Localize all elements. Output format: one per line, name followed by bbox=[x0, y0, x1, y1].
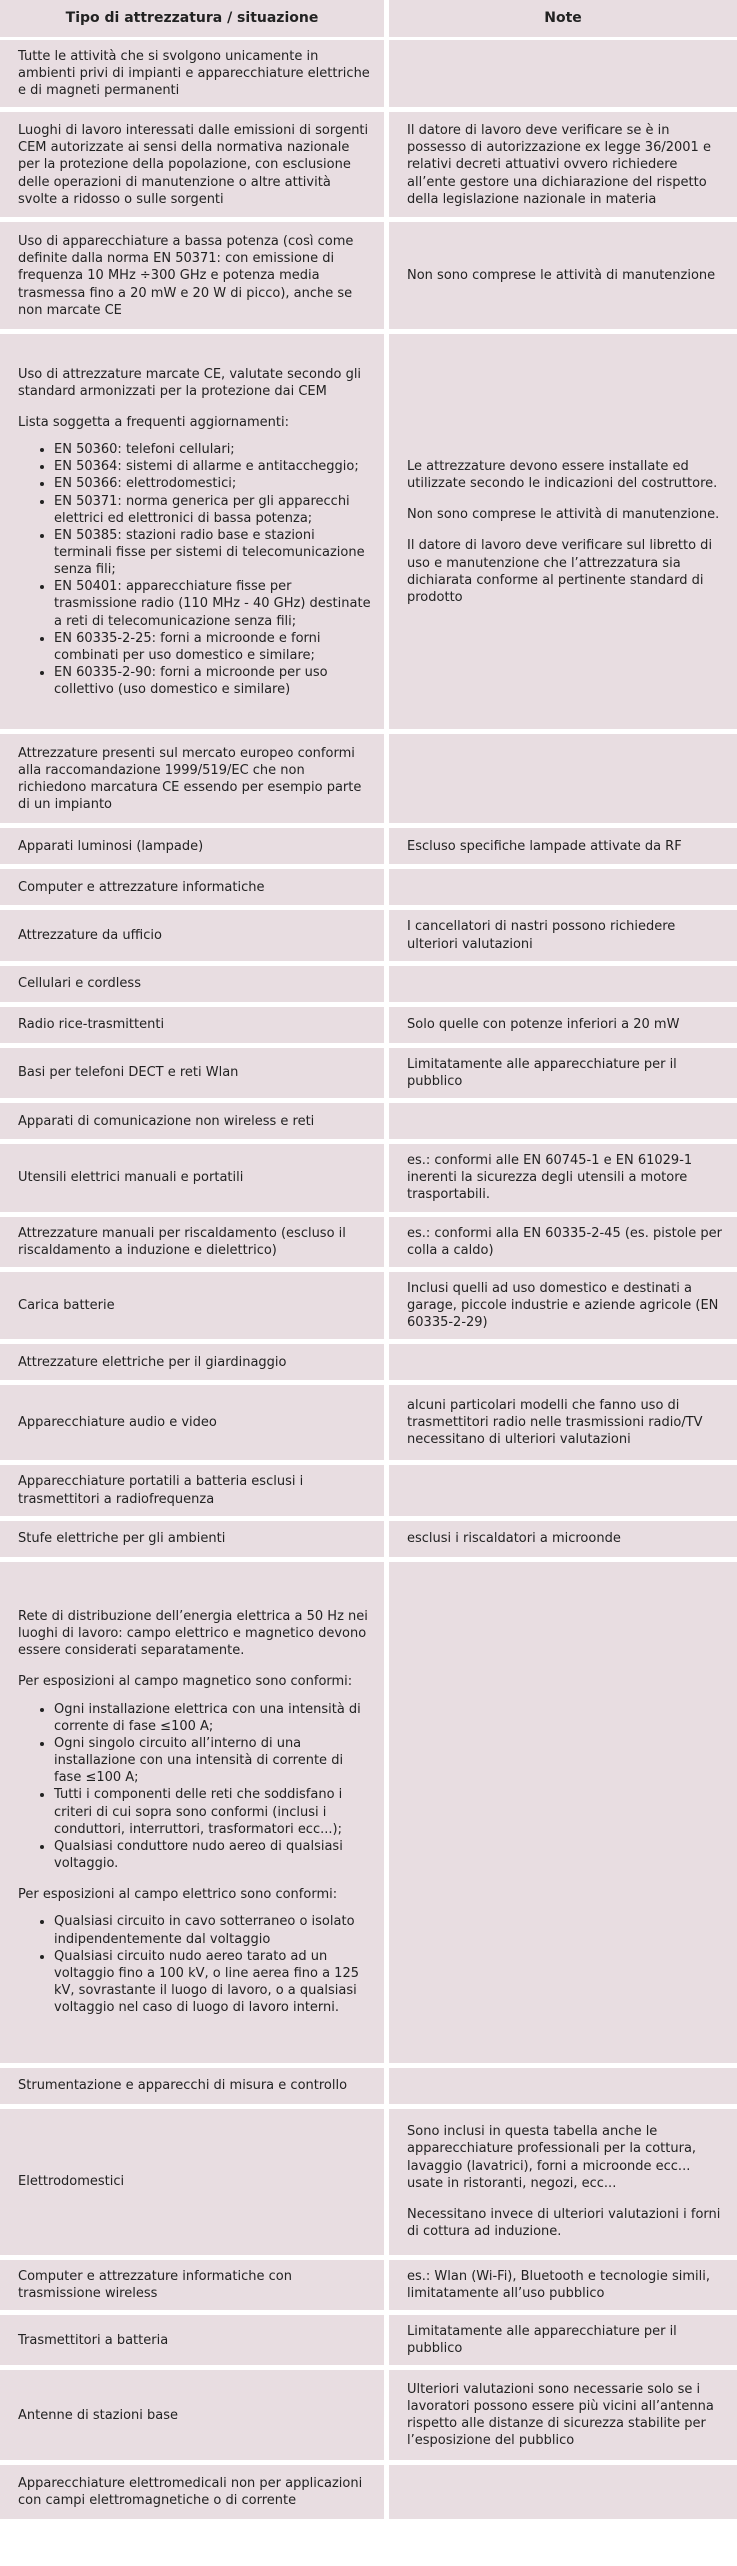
equipment-cell bbox=[0, 40, 389, 112]
table-row bbox=[0, 2370, 737, 2465]
list-item: • EN 50371: norma generica per gli apparecchi elettrici ed elettronici di bassa potenza; bbox=[54, 493, 371, 527]
cell-paragraph: es.: conformi alla EN 60335-2-45 (es. pistole per colla a caldo) bbox=[407, 1225, 722, 1258]
equipment-cell bbox=[0, 1344, 389, 1385]
list-item: • EN 50366: elettrodomestici; bbox=[54, 475, 371, 492]
list-item: • Qualsiasi conduttore nudo aereo di qualsiasi voltaggio. bbox=[54, 1838, 371, 1872]
cell-paragraph: Tutte le attività che si svolgono unicamente in ambienti privi di impianti e apparecchiature elettriche e di magneti permanenti bbox=[18, 49, 370, 99]
notes-cell bbox=[389, 1144, 737, 1216]
cell-paragraph: Utensili elettrici manuali e portatili bbox=[18, 1170, 244, 1186]
notes-cell bbox=[389, 334, 737, 734]
table-row bbox=[0, 1465, 737, 1520]
cell-paragraph: Luoghi di lavoro interessati dalle emissioni di sorgenti CEM autorizzate ai sensi della normativa nazionale per la protezione della popolazione, con esclusione delle operazioni di manutenzione o altre attività svolte a ridosso o sulle sorgenti bbox=[18, 123, 369, 207]
equipment-cell bbox=[0, 828, 389, 869]
table-body bbox=[0, 40, 737, 2524]
equipment-cell bbox=[0, 910, 389, 965]
equipment-cell bbox=[0, 1217, 389, 1272]
list-item: • EN 50401: apparecchiature fisse per trasmissione radio (110 MHz - 40 GHz) destinate a reti di telecomunicazione senza fili; bbox=[54, 578, 371, 629]
cell-paragraph: Apparecchiature audio e video bbox=[18, 1415, 217, 1431]
notes-cell bbox=[389, 2315, 737, 2370]
cell-paragraph: Strumentazione e apparecchi di misura e controllo bbox=[18, 2078, 348, 2094]
equipment-cell bbox=[0, 1103, 389, 1144]
table-row bbox=[0, 910, 737, 965]
cell-paragraph: Cellulari e cordless bbox=[18, 976, 141, 992]
cell-paragraph: Non sono comprese le attività di manutenzione. bbox=[407, 507, 720, 523]
table-row bbox=[0, 1217, 737, 1272]
cell-paragraph: Solo quelle con potenze inferiori a 20 mW bbox=[407, 1017, 680, 1033]
notes-cell bbox=[389, 966, 737, 1007]
table-row bbox=[0, 112, 737, 222]
table-row bbox=[0, 2109, 737, 2260]
cell-paragraph: Radio rice-trasmittenti bbox=[18, 1017, 165, 1033]
cell-paragraph: Uso di attrezzature marcate CE, valutate secondo gli standard armonizzati per la protezione dai CEM bbox=[18, 366, 362, 399]
equipment-cell bbox=[0, 1272, 389, 1344]
table-row bbox=[0, 1007, 737, 1048]
cell-paragraph: Stufe elettriche per gli ambienti bbox=[18, 1531, 226, 1547]
cell-paragraph: Computer e attrezzature informatiche con trasmissione wireless bbox=[18, 2268, 292, 2301]
cell-paragraph: Trasmettitori a batteria bbox=[18, 2332, 169, 2348]
cell-paragraph: Attrezzature presenti sul mercato europeo conformi alla raccomandazione 1999/519/EC che non richiedono marcatura CE essendo per esempio parte di un impianto bbox=[18, 745, 362, 813]
notes-cell bbox=[389, 1465, 737, 1520]
equipment-cell bbox=[0, 2109, 389, 2260]
equipment-cell bbox=[0, 2465, 389, 2524]
list-item: • Qualsiasi circuito nudo aereo tarato ad un voltaggio fino a 100 kV, o line aerea fino a 125 kV, sovrastante il luogo di lavoro, o a qualsiasi voltaggio nel caso di luogo di lavoro interni. bbox=[54, 1948, 371, 2017]
notes-cell bbox=[389, 1048, 737, 1103]
table-row bbox=[0, 828, 737, 869]
cell-paragraph: Apparati di comunicazione non wireless e reti bbox=[18, 1113, 315, 1129]
notes-cell bbox=[389, 910, 737, 965]
cell-paragraph: Limitatamente alle apparecchiature per il pubblico bbox=[407, 1056, 677, 1089]
table-row bbox=[0, 1344, 737, 1385]
notes-cell bbox=[389, 1217, 737, 1272]
cell-paragraph: Le attrezzature devono essere installate ed utilizzate secondo le indicazioni del costruttore. bbox=[407, 458, 718, 492]
notes-cell bbox=[389, 2260, 737, 2315]
table-row bbox=[0, 1521, 737, 1562]
cell-paragraph: esclusi i riscaldatori a microonde bbox=[407, 1531, 621, 1547]
cell-paragraph: alcuni particolari modelli che fanno uso di trasmettitori radio nelle trasmissioni radio/TV necessitano di ulteriori valutazioni bbox=[407, 1398, 703, 1448]
table-header-row bbox=[0, 0, 737, 40]
equipment-cell bbox=[0, 222, 389, 334]
table-row bbox=[0, 334, 737, 734]
notes-cell bbox=[389, 2465, 737, 2524]
cell-paragraph: es.: conformi alle EN 60745-1 e EN 61029-1 inerenti la sicurezza degli utensili a motore trasportabili. bbox=[407, 1153, 693, 1203]
table-row bbox=[0, 734, 737, 828]
cell-paragraph: Attrezzature elettriche per il giardinaggio bbox=[18, 1354, 287, 1370]
table-row bbox=[0, 1385, 737, 1465]
notes-cell bbox=[389, 1103, 737, 1144]
equipment-cell bbox=[0, 1007, 389, 1048]
notes-cell bbox=[389, 1562, 737, 2068]
bullet-list bbox=[18, 1701, 371, 1873]
notes-cell bbox=[389, 2370, 737, 2465]
table-row bbox=[0, 1272, 737, 1344]
table-row bbox=[0, 1103, 737, 1144]
list-item: • Ogni installazione elettrica con una intensità di corrente di fase ≤100 A; bbox=[54, 1701, 371, 1735]
list-item: • EN 60335-2-90: forni a microonde per uso collettivo (uso domestico e similare) bbox=[54, 664, 371, 698]
equipment-cell bbox=[0, 1385, 389, 1465]
cell-paragraph: Apparecchiature portatili a batteria esclusi i trasmettitori a radiofrequenza bbox=[18, 1474, 304, 1507]
bullet-list bbox=[18, 1913, 371, 2016]
table-row bbox=[0, 222, 737, 334]
cell-paragraph: Uso di apparecchiature a bassa potenza (così come definite dalla norma EN 50371: con emissione di frequenza 10 MHz ÷300 GHz e potenza media trasmessa fino a 20 mW e 20 W di picco), anche se non marcate CE bbox=[18, 234, 354, 318]
cell-paragraph: Il datore di lavoro deve verificare sul libretto di uso e manutenzione che l’attrezzatura sia dichiarata conforme al pertinente standard di prodotto bbox=[407, 538, 713, 605]
cell-paragraph: Per esposizioni al campo magnetico sono conformi: bbox=[18, 1674, 353, 1690]
equipment-cell bbox=[0, 2370, 389, 2465]
list-item: • EN 60335-2-25: forni a microonde e forni combinati per uso domestico e similare; bbox=[54, 630, 371, 664]
cell-paragraph: Apparati luminosi (lampade) bbox=[18, 838, 204, 854]
list-item: • EN 50364: sistemi di allarme e antitaccheggio; bbox=[54, 458, 371, 475]
cell-paragraph: Rete di distribuzione dell’energia elettrica a 50 Hz nei luoghi di lavoro: campo elettrico e magnetico devono essere considerati separatamente. bbox=[18, 1609, 368, 1659]
cell-paragraph: Non sono comprese le attività di manutenzione bbox=[407, 268, 716, 284]
cell-paragraph: Ulteriori valutazioni sono necessarie solo se i lavoratori possono essere più vicini all’antenna rispetto alle distanze di sicurezza stabilite per l’esposizione del pubblico bbox=[407, 2381, 714, 2449]
equipment-cell bbox=[0, 1562, 389, 2068]
equipment-cell bbox=[0, 1048, 389, 1103]
table-row bbox=[0, 966, 737, 1007]
notes-cell bbox=[389, 869, 737, 910]
table-row bbox=[0, 1144, 737, 1216]
equipment-cell bbox=[0, 2315, 389, 2370]
cell-paragraph: Limitatamente alle apparecchiature per il pubblico bbox=[407, 2323, 677, 2357]
notes-cell bbox=[389, 1521, 737, 1562]
table-row bbox=[0, 2315, 737, 2370]
list-item: • Tutti i componenti delle reti che soddisfano i criteri di cui sopra sono conformi (inclusi i conduttori, interruttori, trasformatori ecc...); bbox=[54, 1786, 371, 1837]
cell-paragraph: Attrezzature da ufficio bbox=[18, 928, 162, 944]
equipment-cell bbox=[0, 869, 389, 910]
cell-paragraph: Attrezzature manuali per riscaldamento (escluso il riscaldamento a induzione e dielettrico) bbox=[18, 1225, 346, 1258]
cell-paragraph: Inclusi quelli ad uso domestico e destinati a garage, piccole industrie e aziende agricole (EN 60335-2-29) bbox=[407, 1280, 719, 1331]
notes-cell bbox=[389, 1007, 737, 1048]
cell-paragraph: Per esposizioni al campo elettrico sono conformi: bbox=[18, 1887, 338, 1903]
cell-paragraph: Lista soggetta a frequenti aggiornamenti: bbox=[18, 414, 289, 430]
notes-cell bbox=[389, 828, 737, 869]
table-row bbox=[0, 869, 737, 910]
equipment-cell bbox=[0, 1144, 389, 1216]
table-row bbox=[0, 1562, 737, 2068]
equipment-cell bbox=[0, 2260, 389, 2315]
equipment-cell bbox=[0, 112, 389, 222]
notes-cell bbox=[389, 112, 737, 222]
equipment-cell bbox=[0, 2068, 389, 2109]
notes-cell bbox=[389, 1344, 737, 1385]
column-header-equipment: Tipo di attrezzatura / situazione bbox=[0, 0, 389, 40]
equipment-cell bbox=[0, 334, 389, 734]
cell-paragraph: Necessitano invece di ulteriori valutazioni i forni di cottura ad induzione. bbox=[407, 2206, 721, 2239]
cell-paragraph: Il datore di lavoro deve verificare se è in possesso di autorizzazione ex legge 36/2001 e relativi decreti attuativi ovvero richiedere all’ente gestore una dichiarazione del rispetto della legislazione nazionale in materia bbox=[407, 123, 711, 207]
bullet-list bbox=[18, 441, 371, 698]
cell-paragraph: es.: Wlan (Wi-Fi), Bluetooth e tecnologie simili, limitatamente all’uso pubblico bbox=[407, 2268, 711, 2301]
list-item: • Ogni singolo circuito all’interno di una installazione con una intensità di corrente di fase ≤100 A; bbox=[54, 1735, 371, 1786]
list-item: • EN 50360: telefoni cellulari; bbox=[54, 441, 371, 458]
notes-cell bbox=[389, 40, 737, 112]
notes-cell bbox=[389, 2068, 737, 2109]
equipment-cell bbox=[0, 1521, 389, 1562]
cell-paragraph: Computer e attrezzature informatiche bbox=[18, 879, 265, 895]
cell-paragraph: Elettrodomestici bbox=[18, 2174, 125, 2190]
table-row bbox=[0, 2465, 737, 2524]
notes-cell bbox=[389, 734, 737, 828]
cell-paragraph: Apparecchiature elettromedicali non per applicazioni con campi elettromagnetiche o di corrente bbox=[18, 2476, 363, 2509]
list-item: • Qualsiasi circuito in cavo sotterraneo o isolato indipendentemente dal voltaggio bbox=[54, 1913, 371, 1947]
column-header-notes: Note bbox=[389, 0, 737, 40]
cell-paragraph: Basi per telefoni DECT e reti Wlan bbox=[18, 1065, 239, 1081]
notes-cell bbox=[389, 2109, 737, 2260]
equipment-cell bbox=[0, 1465, 389, 1520]
cell-paragraph: Antenne di stazioni base bbox=[18, 2407, 179, 2423]
cell-paragraph: Carica batterie bbox=[18, 1298, 115, 1314]
table-row bbox=[0, 40, 737, 112]
cell-paragraph: Escluso specifiche lampade attivate da RF bbox=[407, 838, 682, 854]
table-row bbox=[0, 2068, 737, 2109]
notes-cell bbox=[389, 222, 737, 334]
table-row bbox=[0, 1048, 737, 1103]
cell-paragraph: Sono inclusi in questa tabella anche le apparecchiature professionali per la cottura, lavaggio (lavatrici), forni a microonde ecc... usate in ristoranti, negozi, ecc... bbox=[407, 2124, 697, 2191]
notes-cell bbox=[389, 1272, 737, 1344]
table-row bbox=[0, 2260, 737, 2315]
list-item: • EN 50385: stazioni radio base e stazioni terminali fisse per sistemi di telecomunicazione senza fili; bbox=[54, 527, 371, 578]
equipment-cell bbox=[0, 734, 389, 828]
cell-paragraph: I cancellatori di nastri possono richiedere ulteriori valutazioni bbox=[407, 919, 676, 952]
notes-cell bbox=[389, 1385, 737, 1465]
equipment-cell bbox=[0, 966, 389, 1007]
